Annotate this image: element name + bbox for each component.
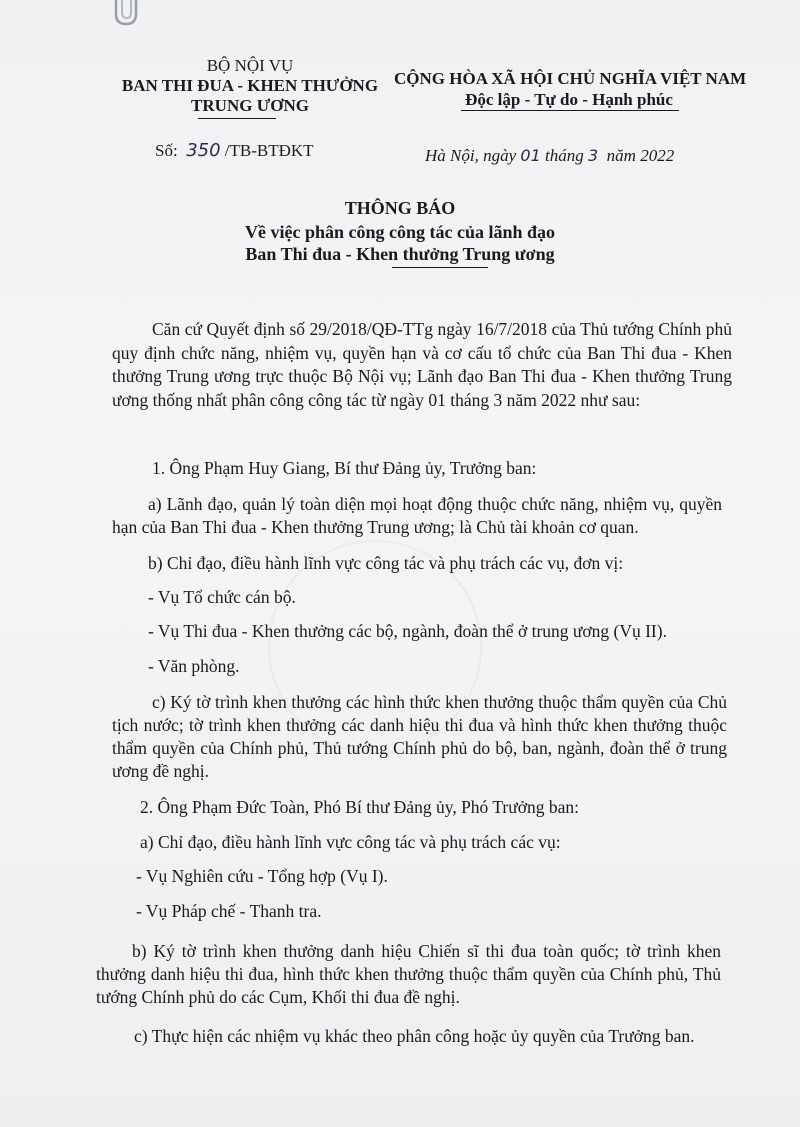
number-suffix: /TB-BTĐKT — [224, 141, 314, 160]
date-day: 01 — [520, 146, 541, 165]
agency-name-cont: TRUNG ƯƠNG — [191, 96, 309, 115]
section-1-title: 1. Ông Phạm Huy Giang, Bí thư Đảng ủy, Trưởng ban: — [152, 458, 537, 478]
number-value: 350 — [186, 140, 221, 161]
paper-clip-icon — [108, 0, 148, 32]
divider — [198, 118, 276, 119]
divider — [392, 267, 488, 268]
section-2-title: 2. Ông Phạm Đức Toàn, Phó Bí thư Đảng ủy, Phó Trưởng ban: — [140, 797, 580, 817]
agency-name: BAN THI ĐUA - KHEN THƯỞNG — [121, 76, 379, 95]
section-1-c: c) Ký tờ trình khen thưởng các hình thức khen thưởng thuộc thẩm quyền của Chủ tịch nước; tờ trình khen thưởng các danh hiệu thi đua và hình thức khen thưởng thuộc thẩm quyền của Chính phủ, Thủ tướng Chính phủ do bộ, ban, ngành, đoàn thể ở trung ương đề nghị. — [112, 692, 727, 781]
ministry-name: BỘ NỘI VỤ — [206, 56, 294, 75]
document-date — [425, 146, 674, 166]
section-1-b: b) Chỉ đạo, điều hành lĩnh vực công tác và phụ trách các vụ, đơn vị: — [148, 553, 624, 573]
document-title: THÔNG BÁO — [344, 198, 456, 218]
section-2-a: a) Chỉ đạo, điều hành lĩnh vực công tác và phụ trách các vụ: — [140, 832, 561, 852]
section-2-a-item: - Vụ Pháp chế - Thanh tra. — [136, 901, 322, 921]
intro-paragraph: Căn cứ Quyết định số 29/2018/QĐ-TTg ngày 16/7/2018 của Thủ tướng Chính phủ quy định chức năng, nhiệm vụ, quyền hạn và cơ cấu tổ chức của Ban Thi đua - Khen thưởng Trung ương trực thuộc Bộ Nội vụ; Lãnh đạo Ban Thi đua - Khen thưởng Trung ương thống nhất phân công công tác từ ngày 01 tháng 3 năm 2022 như sau: — [112, 319, 732, 410]
section-2-b: b) Ký tờ trình khen thưởng danh hiệu Chiến sĩ thi đua toàn quốc; tờ trình khen thưởng danh hiệu thi đua, hình thức khen thưởng thuộc thẩm quyền của Chính phủ, Thủ tướng Chính phủ do các Cụm, Khối thi đua đề nghị. — [96, 941, 721, 1007]
section-1-a: a) Lãnh đạo, quản lý toàn diện mọi hoạt động thuộc chức năng, nhiệm vụ, quyền hạn của Ban Thi đua - Khen thưởng Trung ương; là Chủ tài khoản cơ quan. — [112, 494, 722, 537]
section-1-b-item: - Vụ Tổ chức cán bộ. — [148, 587, 296, 607]
agency-header — [112, 56, 388, 116]
document-subject-cont: Ban Thi đua - Khen thưởng Trung ương — [245, 244, 555, 264]
number-prefix: Số: — [155, 141, 178, 160]
national-header — [394, 68, 747, 110]
section-1-b-item: - Văn phòng. — [148, 656, 240, 676]
document-subject: Về việc phân công công tác của lãnh đạo — [244, 222, 556, 242]
section-2-c: c) Thực hiện các nhiệm vụ khác theo phân công hoặc ủy quyền của Trưởng ban. — [134, 1026, 695, 1046]
section-2-a-item: - Vụ Nghiên cứu - Tổng hợp (Vụ I). — [136, 866, 388, 886]
date-prefix: Hà Nội, ngày — [425, 146, 517, 165]
date-month: 3 — [587, 146, 599, 165]
document-number — [155, 140, 314, 161]
divider — [461, 110, 679, 111]
country-name: CỘNG HÒA XÃ HỘI CHỦ NGHĨA VIỆT NAM — [394, 69, 747, 88]
section-1-b-item: - Vụ Thi đua - Khen thưởng các bộ, ngành, đoàn thể ở trung ương (Vụ II). — [148, 621, 667, 641]
motto: Độc lập - Tự do - Hạnh phúc — [465, 90, 673, 109]
date-year: năm 2022 — [606, 146, 675, 165]
date-month-label: tháng — [545, 146, 584, 165]
